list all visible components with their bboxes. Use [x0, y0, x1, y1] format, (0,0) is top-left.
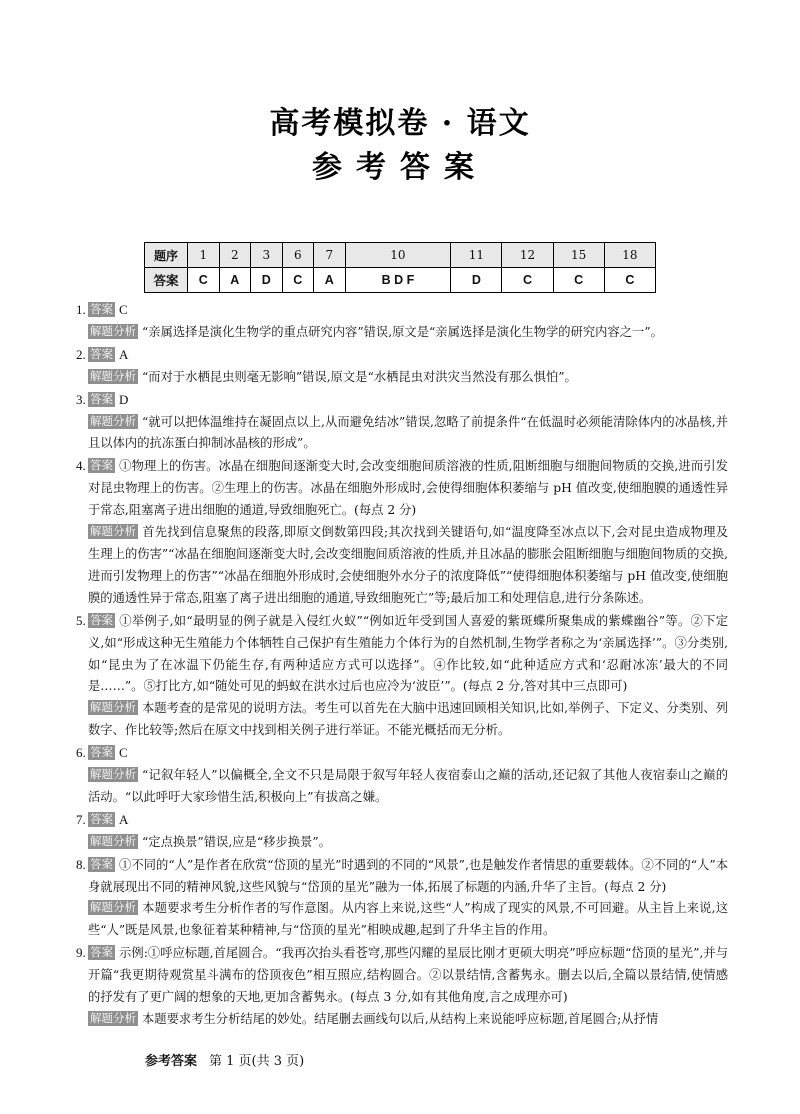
question-number: 3 [251, 243, 283, 268]
item-number: 1. [76, 302, 86, 317]
item-number: 3. [76, 391, 86, 407]
item-number: 4. [76, 458, 86, 474]
question-number: 2 [219, 243, 251, 268]
answer-text: ①举例子,如“最明显的例子就是入侵红火蚁”“例如近年受到国人喜爱的紫斑蝶所聚集成的紫蝶幽谷”等。②下定义,如“形成这种无生殖能力个体牺牲自己保护有生殖能力个体行为的自然机制,生物学者称之为‘亲属选择’”。③分类别,如“昆虫为了在冰温下仍能生存,有两种适应方式可以选择”。④作比较,如“此种适应方式和‘忍耐冰冻’最大的不同是……”。⑤打比方,如“随处可见的蚂蚁在洪水过后也应冷为‘波臣’”。(每点 2 分,答对其中三点即可) [88, 613, 728, 694]
question-number: 1 [188, 243, 220, 268]
question-number: 12 [502, 243, 553, 268]
answer-table-header-row [145, 243, 656, 268]
question-number: 7 [314, 243, 346, 268]
answer-tag: 答案 [90, 856, 113, 871]
item-number: 9. [76, 945, 86, 961]
item-answer [76, 610, 728, 699]
item-analysis [88, 367, 728, 389]
answer-value: C [282, 268, 314, 293]
paper-subtitle: 参考答案 [312, 150, 488, 185]
answer-text: C [119, 745, 128, 761]
answer-value: C [553, 268, 604, 293]
footer-label: 参考答案 [145, 1054, 198, 1069]
analysis-tag: 解题分析 [90, 368, 136, 383]
answer-table [144, 242, 656, 293]
item-answer [76, 942, 728, 1009]
analysis-tag: 解题分析 [90, 900, 136, 915]
answer-tag: 答案 [90, 745, 113, 760]
item-number: 7. [76, 811, 86, 827]
answer-label: 答案 [145, 268, 188, 293]
header-label: 题序 [145, 243, 188, 268]
item-number: 6. [76, 745, 86, 761]
item-analysis [88, 522, 728, 610]
item-number: 2. [76, 346, 86, 362]
answer-tag: 答案 [90, 945, 113, 960]
page-number: 第 1 页(共 3 页) [209, 1054, 305, 1069]
answer-explanations [76, 299, 728, 1031]
answer-value: D [451, 268, 502, 293]
analysis-tag: 解题分析 [90, 833, 136, 848]
analysis-text: “而对于水栖昆虫则毫无影响”错误,原文是“水栖昆虫对洪灾当然没有那么惧怕”。 [142, 369, 577, 384]
answer-tag: 答案 [90, 811, 113, 826]
analysis-text: “就可以把体温维持在凝固点以上,从而避免结冰”错误,忽略了前提条件“在低温时必须能清除体内的冰晶核,并且以体内的抗冻蛋白抑制冰晶核的形成”。 [88, 414, 728, 451]
answer-tag: 答案 [90, 302, 113, 316]
page-footer [145, 1050, 304, 1069]
analysis-text: 本题要求考生分析结尾的妙处。结尾删去画线句以后,从结构上来说能呼应标题,首尾圆合;从抒情 [142, 1012, 659, 1026]
item-analysis [88, 832, 728, 854]
item-answer [76, 389, 728, 412]
item-answer [76, 854, 728, 899]
analysis-text: “亲属选择是演化生物学的重点研究内容”错误,原文是“亲属选择是演化生物学的研究内容之一”。 [142, 324, 663, 339]
item-analysis [88, 1009, 728, 1031]
answer-value: A [314, 268, 346, 293]
item-analysis [88, 322, 728, 344]
answer-text: A [119, 811, 129, 827]
question-number: 11 [451, 243, 502, 268]
answer-text: 示例:①呼应标题,首尾圆合。“我再次抬头看苍穹,那些闪耀的星辰比刚才更硕大明亮”呼应标题“岱顶的星光”,并与开篇“我更期待观赏星斗满布的岱顶夜色”相互照应,结构圆合。②以景结情,含蓄隽永。删去以后,全篇以景结情,使情感的抒发有了更广阔的想象的天地,更加含蓄隽永。(每点 3 分,如有其他角度,言之成理亦可) [88, 946, 728, 1005]
answer-value: B D F [345, 268, 451, 293]
item-answer [76, 344, 728, 367]
item-analysis [88, 412, 728, 456]
paper-title: 高考模拟卷 · 语文 [269, 106, 531, 141]
item-answer [76, 299, 728, 322]
answer-value: A [219, 268, 251, 293]
answer-value: D [251, 268, 283, 293]
analysis-text: 首先找到信息聚焦的段落,即原文倒数第四段;其次找到关键语句,如“温度降至冰点以下,会对昆虫造成物理及生理上的伤害”“冰晶在细胞间逐渐变大时,会改变细胞间质溶液的性质,并且冰晶的膨胀会阻断细胞与细胞间物质的交换,进而引发物理上的伤害”“冰晶在细胞外形成时,会使细胞外水分子的浓度降低”“使得细胞体积萎缩与 pH 值改变,使细胞膜的通透性异于常态,阻塞了离子进出细胞的通道,导致细胞死亡”等;最后加工和处理信息,进行分条陈述。 [88, 525, 728, 605]
question-number: 10 [345, 243, 451, 268]
analysis-tag: 解题分析 [90, 323, 136, 338]
analysis-tag: 解题分析 [90, 413, 136, 428]
answer-tag: 答案 [90, 612, 113, 627]
item-number: 5. [76, 612, 86, 628]
question-number: 15 [553, 243, 604, 268]
answer-tag: 答案 [90, 458, 113, 473]
item-analysis [88, 698, 728, 742]
answer-text: C [119, 302, 128, 317]
item-analysis [88, 898, 728, 942]
answer-text: ①不同的“人”是作者在欣赏“岱顶的星光”时遇到的不同的“风景”,也是触发作者情思的重要载体。②不同的“人”本身就展现出不同的精神风貌,这些风貌与“岱顶的星光”融为一体,拓展了标题的内涵,升华了主旨。(每点 2 分) [88, 857, 728, 894]
analysis-text: 本题要求考生分析作者的写作意图。从内容上来说,这些“人”构成了现实的风景,不可回避。从主旨上来说,这些“人”既是风景,也象征着某种精神,与“岱顶的星光”相映成趣,起到了升华主旨的作用。 [88, 901, 728, 938]
analysis-tag: 解题分析 [90, 767, 136, 782]
answer-text: D [119, 391, 129, 407]
analysis-text: 本题考查的是常见的说明方法。考生可以首先在大脑中迅速回顾相关知识,比如,举例子、下定义、分类别、列数字、作比较等;然后在原文中找到相关例子进行举证。不能光概括而无分析。 [88, 701, 728, 738]
analysis-tag: 解题分析 [90, 524, 136, 539]
analysis-tag: 解题分析 [90, 700, 136, 715]
analysis-text: “定点换景”错误,应是“移步换景”。 [142, 834, 331, 849]
answer-tag: 答案 [90, 346, 113, 361]
analysis-text: “记叙年轻人”以偏概全,全文不只是局限于叙写年轻人夜宿泰山之巅的活动,还记叙了其他人夜宿泰山之巅的活动。“以此呼吁大家珍惜生活,积极向上”有拔高之嫌。 [88, 768, 728, 804]
answer-tag: 答案 [90, 391, 113, 406]
answer-text: ①物理上的伤害。冰晶在细胞间逐渐变大时,会改变细胞间质溶液的性质,阻断细胞与细胞间物质的交换,进而引发对昆虫物理上的伤害。②生理上的伤害。冰晶在细胞外形成时,会使得细胞体积萎缩与 pH 值改变,使细胞膜的通透性异于常态,阻塞离子进出细胞的通道,导致细胞死亡。(每点 2 分) [88, 459, 728, 518]
question-number: 18 [604, 243, 655, 268]
answer-text: A [119, 346, 129, 362]
item-answer [76, 455, 728, 522]
item-answer [76, 809, 728, 832]
answer-table-answer-row [145, 268, 656, 293]
question-number: 6 [282, 243, 314, 268]
answer-value: C [188, 268, 220, 293]
answer-value: C [502, 268, 553, 293]
answer-value: C [604, 268, 655, 293]
analysis-tag: 解题分析 [90, 1011, 136, 1025]
item-analysis [88, 765, 728, 809]
item-number: 8. [76, 856, 86, 872]
item-answer [76, 742, 728, 765]
